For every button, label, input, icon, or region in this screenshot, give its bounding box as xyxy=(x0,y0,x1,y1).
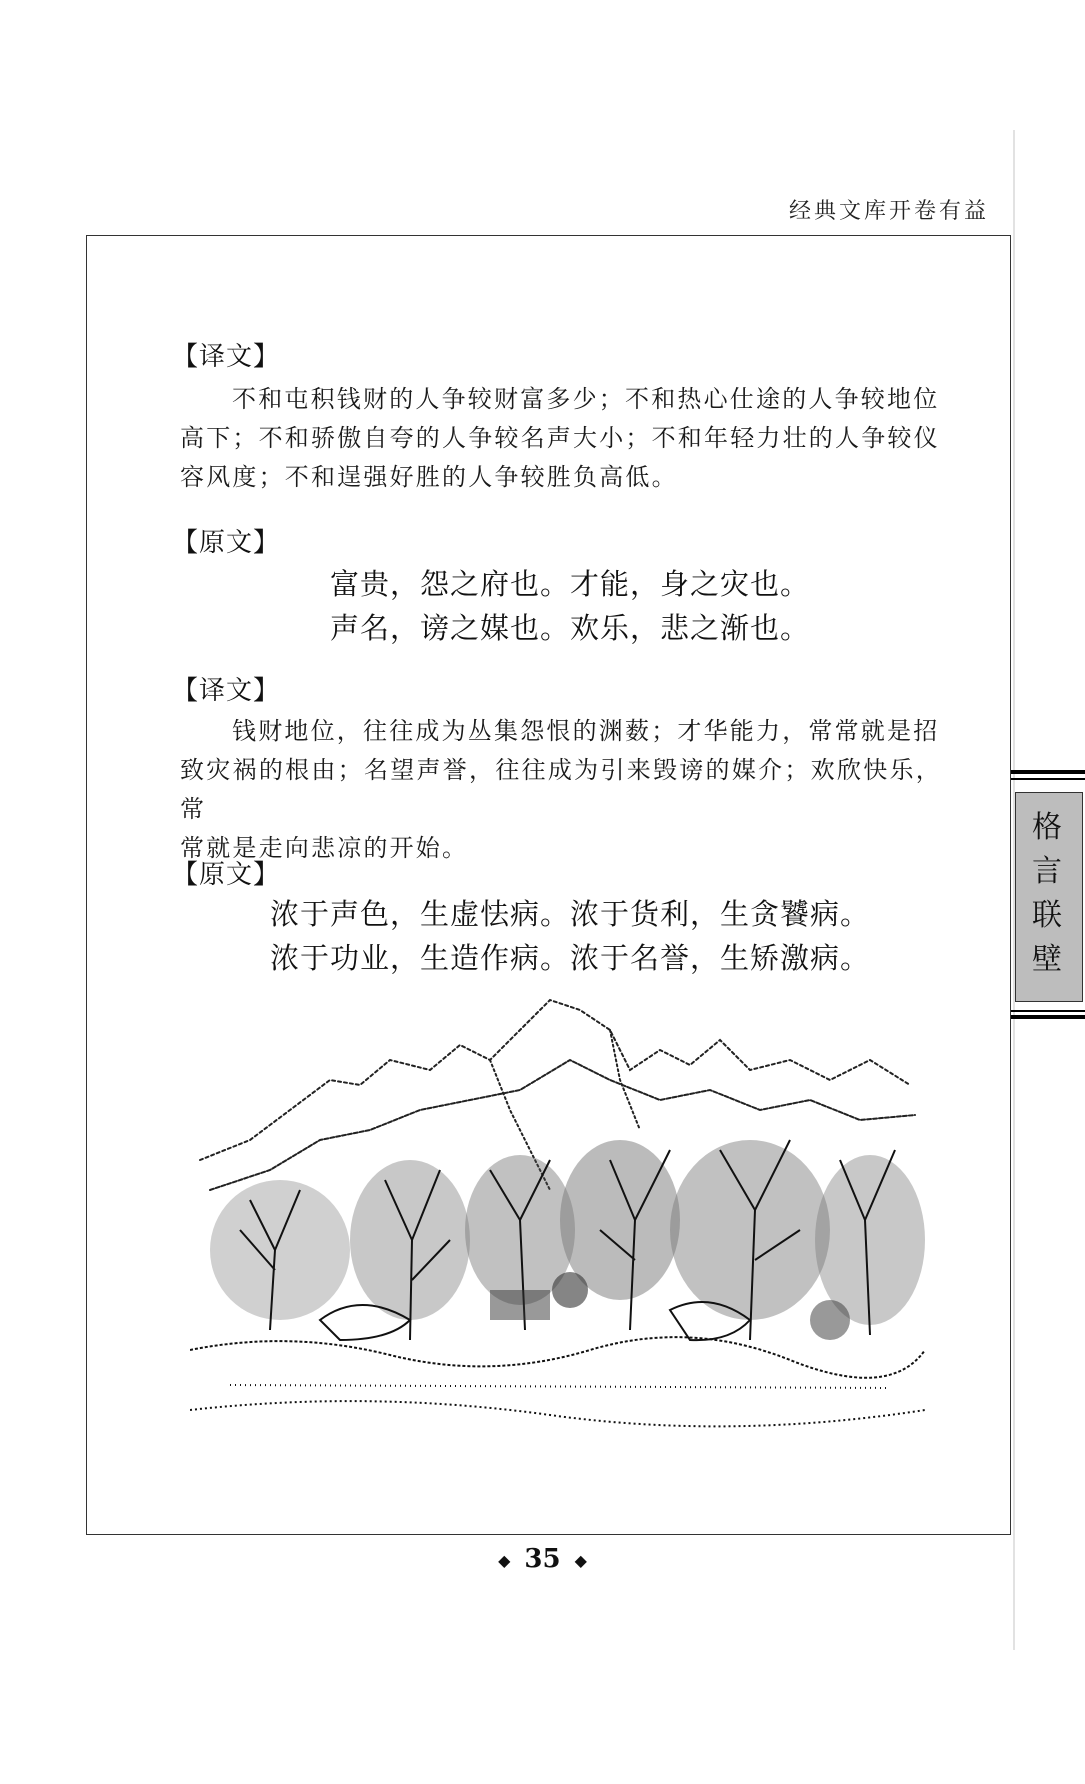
para-line: 常就是走向悲凉的开始。 xyxy=(180,834,469,862)
para-line: 高下；不和骄傲自夸的人争较名声大小；不和年轻力壮的人争较仪 xyxy=(180,424,940,452)
para-line: 致灾祸的根由；名望声誉，往往成为引来毁谤的媒介；欢欣快乐，常 xyxy=(180,756,942,823)
section-head-translation-2: 【译文】 xyxy=(172,676,281,706)
para-line: 不和屯积钱财的人争较财富多少；不和热心仕途的人争较地位 xyxy=(232,385,940,413)
diamond-ornament-right: ◆ xyxy=(574,1550,587,1570)
tab-rule xyxy=(1011,778,1085,780)
verse-line: 富贵，怨之府也。才能，身之灾也。 xyxy=(330,567,811,601)
section-head-translation-1: 【译文】 xyxy=(172,342,281,372)
section-head-original-1: 【原文】 xyxy=(172,528,281,558)
tab-rule xyxy=(1011,1015,1085,1019)
translation-paragraph-1 xyxy=(180,380,942,497)
verse-line: 声名，谤之媒也。欢乐，悲之渐也。 xyxy=(330,611,811,645)
tab-rule xyxy=(1011,1010,1085,1012)
section-head-original-2: 【原文】 xyxy=(172,860,281,890)
para-line: 容风度；不和逞强好胜的人争较胜负高低。 xyxy=(180,463,678,491)
para-line: 钱财地位，往往成为丛集怨恨的渊薮；才华能力，常常就是招 xyxy=(232,717,940,745)
running-head: 经典文库开卷有益 xyxy=(788,199,989,224)
tab-rule xyxy=(1011,770,1085,774)
chapter-tab-label: 格 言 联 壁 xyxy=(1032,810,1062,977)
diamond-ornament-left: ◆ xyxy=(498,1550,511,1570)
page-number-value: 35 xyxy=(524,1544,561,1574)
landscape-illustration xyxy=(190,990,925,1450)
chapter-side-tab xyxy=(1011,770,1085,1022)
verse-line: 浓于功业，生造作病。浓于名誉，生矫激病。 xyxy=(270,941,871,975)
verse-line: 浓于声色，生虚怯病。浓于货利，生贪饕病。 xyxy=(270,897,871,931)
page-number xyxy=(0,1544,1085,1574)
original-verse-1 xyxy=(330,562,810,650)
translation-paragraph-2 xyxy=(180,712,942,868)
original-verse-2 xyxy=(270,892,870,980)
